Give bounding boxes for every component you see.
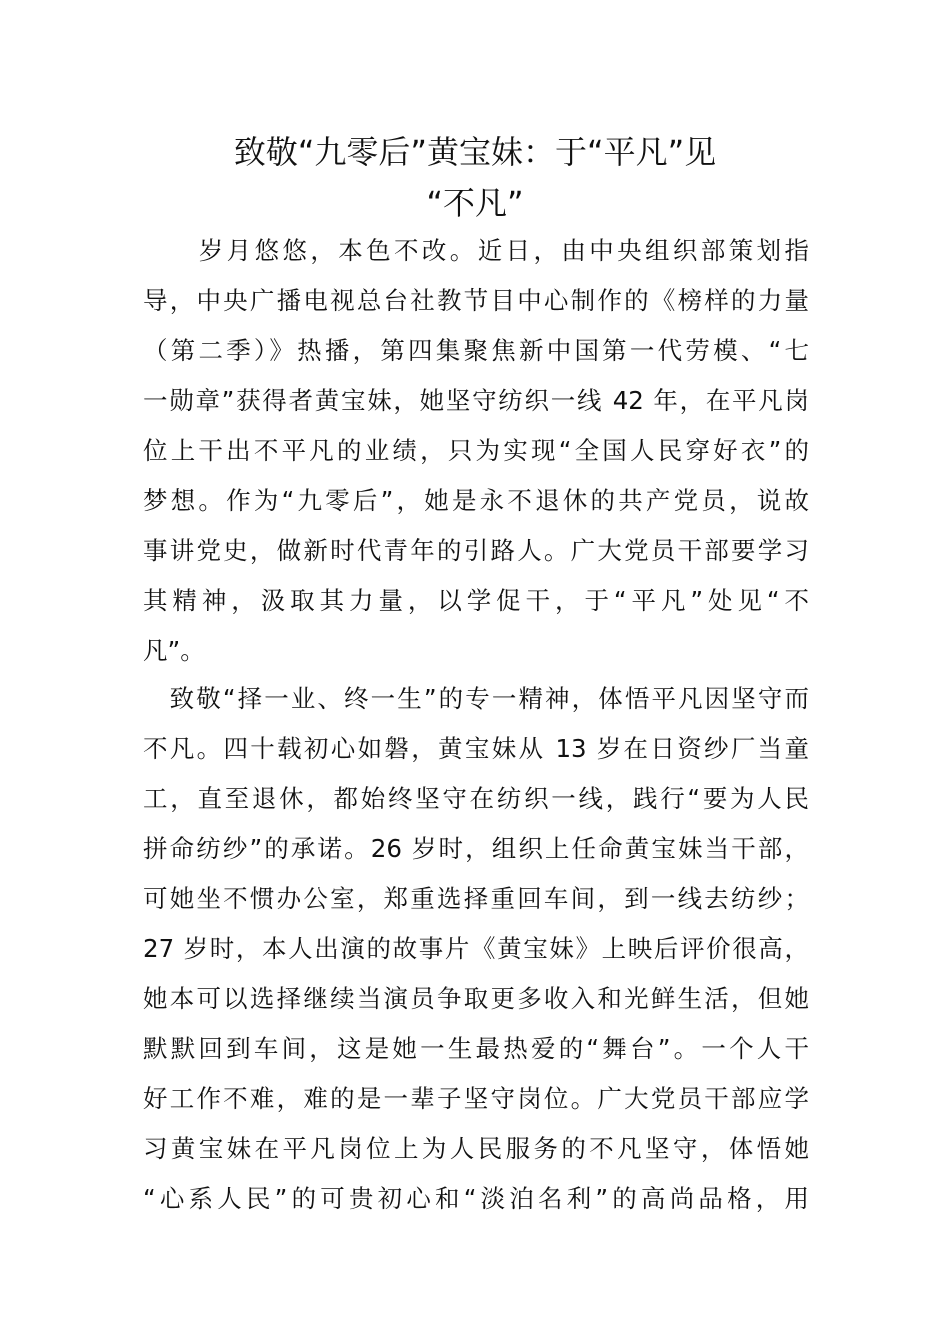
text-line: 27 岁时，本人出演的故事片《黄宝妹》上映后评价很高， [143,934,809,963]
text-line: 默默回到车间，这是她一生最热爱的“舞台”。一个人干 [143,1034,809,1063]
text-line: 致敬“择一业、终一生”的专一精神，体悟平凡因坚守而 [143,684,809,713]
text-line: 岁月悠悠，本色不改。近日，由中央组织部策划指 [143,236,809,265]
text-line: （第二季）》热播，第四集聚焦新中国第一代劳模、“七 [143,336,809,365]
text-line: 工，直至退休，都始终坚守在纺织一线，践行“要为人民 [143,784,809,813]
text-line: 不凡。四十载初心如磐，黄宝妹从 13 岁在日资纱厂当童 [143,734,809,763]
text-line: 可她坐不惯办公室，郑重选择重回车间，到一线去纺纱； [143,884,809,913]
text-line: 好工作不难，难的是一辈子坚守岗位。广大党员干部应学 [143,1084,809,1113]
text-line: 一勋章”获得者黄宝妹，她坚守纺织一线 42 年，在平凡岗 [143,386,809,415]
text-line: 其精神，汲取其力量，以学促干，于“平凡”处见“不 [143,586,809,615]
text-line: 习黄宝妹在平凡岗位上为人民服务的不凡坚守，体悟她 [143,1134,809,1163]
text-line: 梦想。作为“九零后”，她是永不退休的共产党员，说故 [143,486,809,515]
text-line: 位上干出不平凡的业绩，只为实现“全国人民穿好衣”的 [143,436,809,465]
paragraph-1 [143,226,809,676]
text-line: 她本可以选择继续当演员争取更多收入和光鲜生活，但她 [143,984,809,1013]
paragraph-2 [143,674,809,1224]
text-line: 事讲党史，做新时代青年的引路人。广大党员干部要学习 [143,536,809,565]
text-line: 拼命纺纱”的承诺。26 岁时，组织上任命黄宝妹当干部， [143,834,809,863]
text-line: 凡”。 [143,636,205,665]
document-title-line-2: “不凡” [426,184,524,222]
text-line: 导，中央广播电视总台社教节目中心制作的《榜样的力量 [143,286,809,315]
text-line: “心系人民”的可贵初心和“淡泊名利”的高尚品格，用 [143,1184,809,1213]
document-title-line-1: 致敬“九零后”黄宝妹：于“平凡”见 [233,133,717,171]
